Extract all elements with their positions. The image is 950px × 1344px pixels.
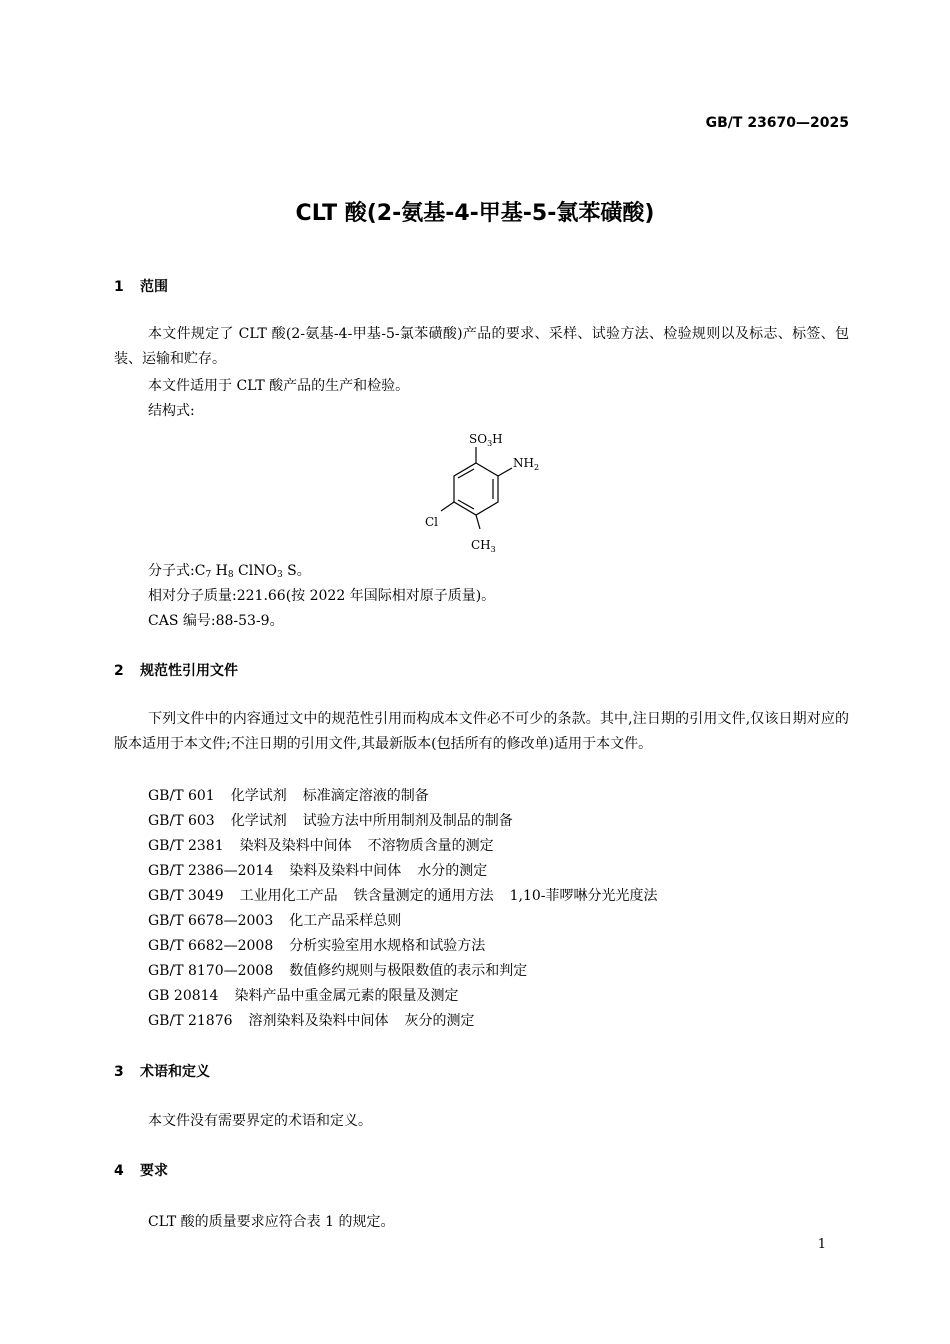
section-title: 术语和定义 [140,1064,210,1080]
reference-item: GB/T 603 化学试剂 试验方法中所用制剂及制品的制备 [148,813,513,829]
molecular-mass: 相对分子质量:221.66(按 2022 年国际相对原子质量)。 [148,588,496,604]
chloro-label: Cl [425,515,439,529]
requirements-paragraph: CLT 酸的质量要求应符合表 1 的规定。 [148,1214,395,1230]
normative-references-paragraph: 下列文件中的内容通过文中的规范性引用而构成本文件必不可少的条款。其中,注日期的引用文件,仅该日期对应的版本适用于本文件;不注日期的引用文件,其最新版本(包括所有的修改单)适用于本文件。 [114,711,849,752]
scope-paragraph: 本文件规定了 CLT 酸(2-氨基-4-甲基-5-氯苯磺酸)产品的要求、采样、试验方法、检验规则以及标志、标签、包装、运输和贮存。 [114,326,849,367]
reference-item: GB/T 601 化学试剂 标准滴定溶液的制备 [148,788,429,804]
section-number: 2 [114,663,124,679]
section-title: 范围 [140,279,168,295]
structural-formula [415,425,555,560]
section-3-heading [114,1061,210,1081]
molecular-formula: 分子式$:C_7$ $H_8$ ClNO$_3$ S。 [148,563,311,580]
reference-item: GB/T 3049 工业用化工产品 铁含量测定的通用方法 1,10-菲啰啉分光光度法 [148,888,658,904]
reference-item: GB/T 2381 染料及染料中间体 不溶物质含量的测定 [148,838,494,854]
standard-code: GB/T 23670—2025 [705,115,849,131]
reference-item: GB/T 6682—2008 分析实验室用水规格和试验方法 [148,938,486,954]
methyl-group-label: $CH_3$ [471,538,496,554]
section-number: 4 [114,1163,124,1179]
benzene-ring [441,447,512,529]
reference-item: GB 20814 染料产品中重金属元素的限量及测定 [148,988,459,1004]
structure-label: 结构式: [148,403,195,419]
section-1-heading [114,276,168,296]
section-4-heading [114,1160,168,1180]
section-2-heading [114,660,238,680]
sulfonic-group-label: $SO_3H$ [469,432,503,448]
reference-item: GB/T 6678—2003 化工产品采样总则 [148,913,402,929]
section-number: 1 [114,279,124,295]
amino-group-label: $NH_2$ [513,456,540,472]
reference-item: GB/T 21876 溶剂染料及染料中间体 灰分的测定 [148,1013,475,1029]
reference-item: GB/T 8170—2008 数值修约规则与极限数值的表示和判定 [148,963,528,979]
cas-number: CAS 编号:88-53-9。 [148,613,284,629]
document-title: CLT 酸(2-氨基-4-甲基-5-氯苯磺酸) [295,201,655,226]
section-number: 3 [114,1064,124,1080]
section-title: 要求 [140,1163,168,1179]
terms-paragraph: 本文件没有需要界定的术语和定义。 [148,1113,372,1129]
page-number: 1 [817,1237,826,1252]
reference-item: GB/T 2386—2014 染料及染料中间体 水分的测定 [148,863,488,879]
section-title: 规范性引用文件 [140,663,238,679]
scope-applicability: 本文件适用于 CLT 酸产品的生产和检验。 [148,378,410,394]
